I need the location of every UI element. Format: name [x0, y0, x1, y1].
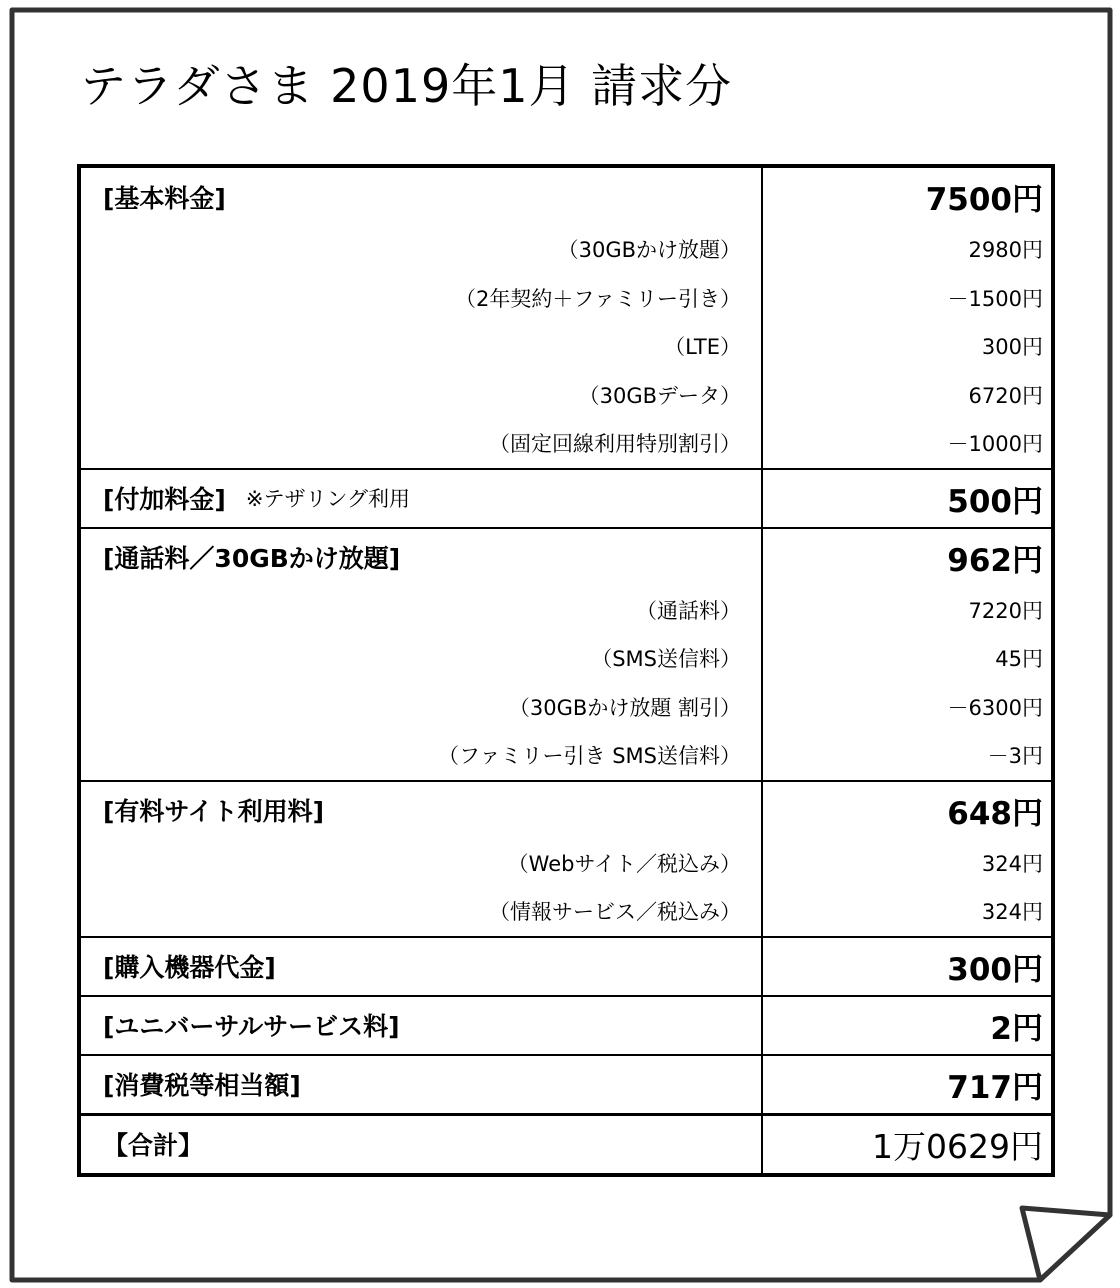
section-paid-site-fee [79, 781, 1053, 937]
section-additional-fee [79, 469, 1053, 528]
section-label: [有料サイト利用料] [103, 797, 325, 826]
page-curl-icon [1022, 1208, 1110, 1280]
total-row [79, 1114, 1053, 1175]
item-label: （SMS送信料） [591, 647, 741, 672]
item-amount: －3円 [987, 744, 1043, 769]
section-basic-fee [79, 166, 1053, 469]
item-amount: 6720円 [968, 383, 1043, 408]
item-amount: 300円 [981, 335, 1043, 360]
item-label: （30GBデータ） [578, 383, 741, 408]
item-label: （2年契約＋ファミリー引き） [455, 286, 741, 311]
section-label: [通話料／30GBかけ放題] [103, 544, 401, 573]
section-label: [付加料金] [103, 485, 226, 514]
section-amount: 7500円 [925, 182, 1043, 218]
section-note: ※テザリング利用 [245, 487, 411, 511]
section-label: [ユニバーサルサービス料] [103, 1012, 400, 1041]
item-label: （通話料） [636, 598, 741, 623]
section-amount: 962円 [947, 542, 1043, 579]
item-amount: 2980円 [968, 238, 1043, 263]
section-amount: 2円 [990, 1010, 1043, 1047]
total-label: 【合計】 [103, 1131, 204, 1160]
bill-table [77, 164, 1055, 1177]
item-amount: －1500円 [947, 286, 1043, 311]
item-label: （LTE） [664, 335, 741, 360]
section-label: [基本料金] [103, 183, 226, 213]
item-label: （Webサイト／税込み） [507, 851, 741, 876]
item-label: （情報サービス／税込み） [489, 900, 741, 925]
section-call-charges [79, 528, 1053, 781]
section-universal-service [79, 996, 1053, 1055]
section-device-purchase [79, 937, 1053, 996]
section-consumption-tax [79, 1055, 1053, 1115]
item-amount: 7220円 [968, 598, 1043, 623]
bill-title: テラダさま 2019年1月 請求分 [80, 59, 733, 113]
item-label: （30GBかけ放題 割引） [508, 695, 741, 720]
item-amount: 45円 [995, 647, 1043, 672]
item-amount: 324円 [981, 900, 1043, 925]
item-label: （固定回線利用特別割引） [489, 432, 741, 457]
item-amount: 324円 [981, 851, 1043, 876]
section-label: [購入機器代金] [103, 953, 276, 982]
section-amount: 300円 [947, 951, 1043, 988]
item-amount: －1000円 [947, 432, 1043, 457]
total-amount: 1万0629円 [872, 1126, 1043, 1166]
item-label: （ファミリー引き SMS送信料） [437, 744, 741, 769]
section-amount: 717円 [947, 1069, 1043, 1106]
section-amount: 648円 [947, 795, 1043, 832]
section-label: [消費税等相当額] [103, 1071, 301, 1100]
item-amount: －6300円 [947, 695, 1043, 720]
section-amount: 500円 [947, 483, 1043, 520]
item-label: （30GBかけ放題） [557, 238, 741, 263]
